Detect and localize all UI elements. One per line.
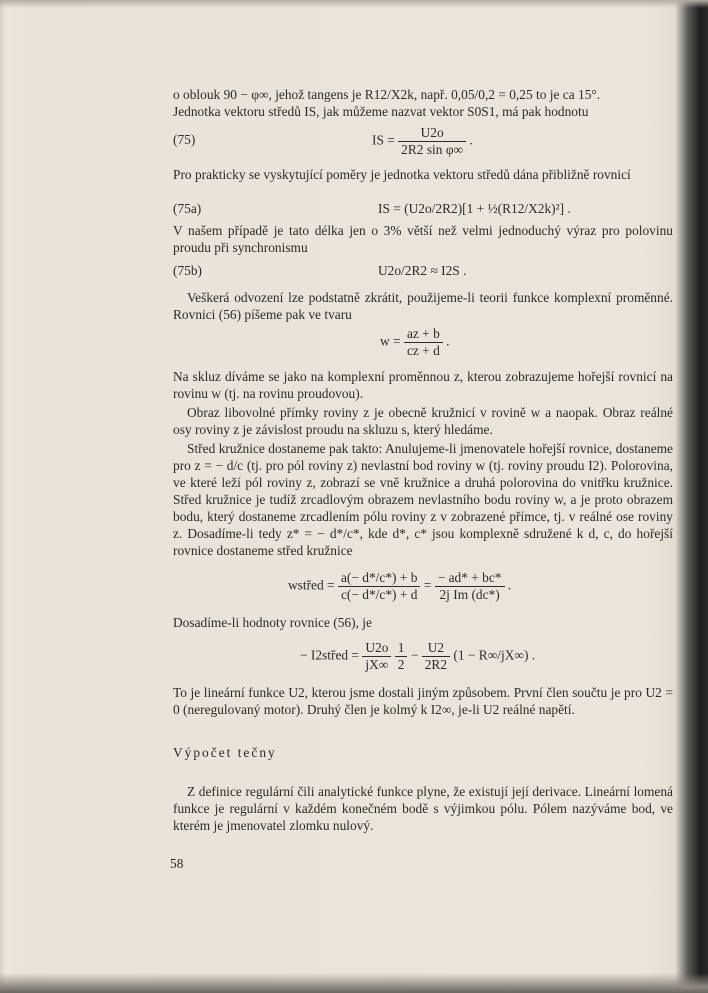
denominator: cz + d: [406, 343, 440, 358]
equation-lhs: wstřed =: [288, 577, 335, 593]
numerator: U2o: [362, 640, 391, 657]
equation-number: (75b): [173, 263, 203, 278]
paragraph: Veškerá odvození lze podstatně zkrátit, použijeme-li teorii funkce komplexní proměnné. Rovnici (56) píšeme pak ve tvaru: [173, 290, 673, 322]
numerator: az + b: [404, 326, 443, 343]
fraction: [395, 640, 408, 673]
fraction: [422, 640, 450, 673]
text-line: Dosadíme-li hodnoty rovnice (56), je: [173, 615, 372, 630]
page-number: 58: [170, 856, 184, 871]
denominator: 2R2: [424, 657, 448, 672]
fraction: [398, 125, 466, 158]
numerator: a(− d*/c*) + b: [338, 570, 420, 587]
equation-stred: wstřed = $\frac{a(- d*/c*) + b}{c(- d*/c*) + d}$ = $\frac{- ad* + bc*}{\text{2j Im (dc*)}}$ .: [288, 570, 512, 602]
numerator: U2: [422, 640, 450, 657]
text-line: Jednotka vektoru středů IS, jak můžeme nazvat vektor S0S1, má pak hodnotu: [173, 104, 589, 119]
section-heading: Výpočet tečny: [173, 745, 277, 760]
page-bottom-shadow: [0, 973, 708, 993]
equation-tail: (1 − R∞/jX∞) .: [453, 647, 536, 663]
text-line: o oblouk 90 − φ∞, jehož tangens je R12/X2k, např. 0,05/0,2 = 0,25 to je ca 15°.: [173, 87, 601, 102]
denominator: 2: [397, 657, 405, 672]
fraction: [435, 570, 505, 603]
paragraph: Pro prakticky se vyskytující poměry je jednotka vektoru středů dána přibližně rovnicí: [173, 167, 631, 182]
paragraph: Na skluz díváme se jako na komplexní proměnnou z, kterou zobrazujeme hořejší rovnicí na rovinu w (tj. na rovinu proudovou).: [173, 369, 673, 401]
equation-i2: − I2střed = $\frac{U2o}{jX\infty}$ $\frac{1}{2}$ − $\frac{U2}{2R2}$ (1 − R∞/jX∞) .: [300, 640, 536, 672]
fraction: [338, 570, 420, 603]
equation-75a: IS = (U2o/2R2)[1 + ½(R12/X2k)²] .: [378, 201, 571, 216]
fraction: [362, 640, 391, 673]
equation-w: w = $\frac{az + b}{cz + d}$ .: [380, 326, 450, 358]
paragraph: Obraz libovolné přímky roviny z je obecně kružnicí v rovině w a naopak. Obraz reálné osy roviny z je závislost proudu na skluzu s, který hledáme.: [173, 405, 673, 437]
denominator: c(− d*/c*) + d: [340, 587, 418, 602]
denominator: 2j Im (dc*): [439, 587, 500, 602]
paragraph: Z definice regulární čili analytické funkce plyne, že existují její derivace. Lineární lomená funkce je regulární v každém konečném bodě s výjimkou pólu. Pólem nazýváme bod, ve kterém je jmenovatel zlomku nulový.: [173, 784, 673, 833]
equation-75b: U2o/2R2 ≈ I2S .: [378, 263, 467, 278]
numerator: − ad* + bc*: [435, 570, 505, 587]
equation-lhs: − I2střed =: [300, 647, 359, 663]
fraction: [404, 326, 443, 359]
paragraph: V našem případě je tato délka jen o 3% větší než velmi jednoduchý výraz pro polovinu proudu při synchronismu: [173, 223, 673, 255]
denominator: 2R2 sin φ∞: [401, 142, 464, 157]
equation-number: (75): [173, 132, 196, 147]
page-top-shadow: [0, 0, 708, 8]
denominator: jX∞: [365, 657, 389, 672]
numerator: U2o: [398, 125, 466, 142]
equation-lhs: w =: [380, 333, 401, 349]
paragraph: Střed kružnice dostaneme pak takto: Anulujeme-li jmenovatele hořejší rovnice, dostaneme pro z = − d/c (tj. pro pól roviny z) nevlastní bod roviny w (tj. roviny proudu I2). Polorovina, ve které leží pól roviny z, zobrazí se vně kružnice a druhá polorovina do vnitřku kružnice. Střed kružnice je tudíž zrcadlovým obrazem nevlastního bodu roviny w, a je proto obrazem bodu, který dostaneme zrcadlením pólu roviny z v zobrazené přímce, tj. v reálné ose roviny z. Dosadíme-li tedy z* = − d*/c*, kde d*, c* jsou komplexně sdružené k d, c, do hořejší rovnice dostaneme střed kružnice: [173, 441, 673, 558]
numerator: 1: [395, 640, 408, 657]
paragraph: To je lineární funkce U2, kterou jsme dostali jiným způsobem. První člen součtu je pro U2 = 0 (neregulovaný motor). Druhý člen je kolmý k I2∞, je-li U2 reálné napětí.: [173, 685, 673, 717]
equation-lhs: IS =: [372, 132, 395, 148]
equation-75: IS = $\frac{U2o}{\text{2R2 sin φ∞}}$ .: [372, 125, 473, 157]
equation-number: (75a): [173, 201, 202, 216]
